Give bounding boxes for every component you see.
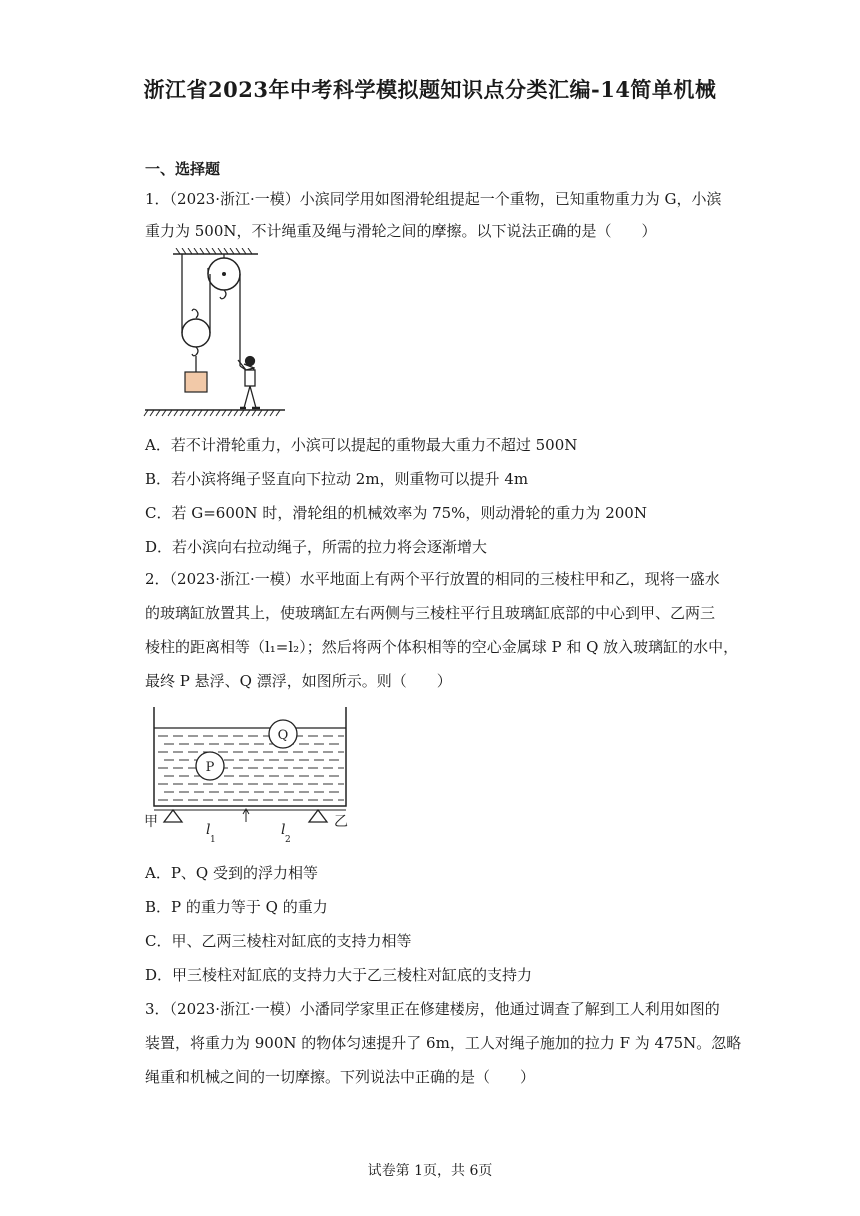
left-prism xyxy=(164,810,182,822)
page-title: 浙江省2023年中考科学模拟题知识点分类汇编-14简单机械 xyxy=(143,77,717,102)
question-2-option-b: B．P 的重力等于 Q 的重力 xyxy=(145,898,328,916)
question-2-line-2: 的玻璃缸放置其上，使玻璃缸左右两侧与三棱柱平行且玻璃缸底部的中心到甲、乙两三 xyxy=(145,604,716,622)
question-3-line-1: 3．（2023·浙江·一模）小潘同学家里正在修建楼房，他通过调查了解到工人利用如图的 xyxy=(145,1000,720,1018)
question-2-line-4: 最终 P 悬浮、Q 漂浮，如图所示。则（ ） xyxy=(145,672,452,690)
question-2-line-3: 棱柱的距离相等（l₁=l₂）；然后将两个体积相等的空心金属球 P 和 Q 放入玻璃缸的水中， xyxy=(145,638,739,656)
person-icon xyxy=(238,357,260,409)
left-prism-label: 甲 xyxy=(144,814,158,830)
movable-pulley xyxy=(182,319,210,347)
right-prism-label: 乙 xyxy=(334,814,348,830)
l2-subscript: 2 xyxy=(285,835,291,845)
water-pattern xyxy=(158,736,344,800)
question-3-line-2: 装置，将重力为 900N 的物体匀速提升了 6m，工人对绳子施加的拉力 F 为 475N。忽略 xyxy=(145,1034,742,1052)
question-3-line-3: 绳重和机械之间的一切摩擦。下列说法中正确的是（ ） xyxy=(145,1068,536,1086)
question-2-option-d: D．甲三棱柱对缸底的支持力大于乙三棱柱对缸底的支持力 xyxy=(145,966,533,984)
question-1-option-a: A．若不计滑轮重力，小滨可以提起的重物最大重力不超过 500N xyxy=(145,436,578,454)
question-2-line-1: 2．（2023·浙江·一模）水平地面上有两个平行放置的相同的三棱柱甲和乙，现将一盛水 xyxy=(145,570,720,588)
section-heading: 一、选择题 xyxy=(145,160,221,178)
page-footer: 试卷第 1页，共 6页 xyxy=(367,1163,493,1179)
question-2-option-a: A．P、Q 受到的浮力相等 xyxy=(145,864,318,882)
l1-label: l xyxy=(206,822,211,838)
pulley-figure xyxy=(140,248,300,423)
weight-block xyxy=(185,372,207,392)
question-2-option-c: C．甲、乙两三棱柱对缸底的支持力相等 xyxy=(145,932,412,950)
tank-figure xyxy=(140,702,360,847)
question-1-line-2: 重力为 500N，不计绳重及绳与滑轮之间的摩擦。以下说法正确的是（ ） xyxy=(145,222,657,240)
question-1-option-b: B．若小滨将绳子竖直向下拉动 2m，则重物可以提升 4m xyxy=(145,470,529,488)
right-prism xyxy=(309,810,327,822)
question-1-line-1: 1．（2023·浙江·一模）小滨同学用如图滑轮组提起一个重物，已知重物重力为 G，小滨 xyxy=(145,190,722,208)
question-1-option-c: C．若 G=600N 时，滑轮组的机械效率为 75%，则动滑轮的重力为 200N xyxy=(145,504,647,522)
ball-q-label: Q xyxy=(277,728,289,743)
l2-label: l xyxy=(281,822,286,838)
ball-p-label: P xyxy=(205,760,215,775)
question-1-option-d: D．若小滨向右拉动绳子，所需的拉力将会逐渐增大 xyxy=(145,538,488,556)
l1-subscript: 1 xyxy=(210,835,216,845)
